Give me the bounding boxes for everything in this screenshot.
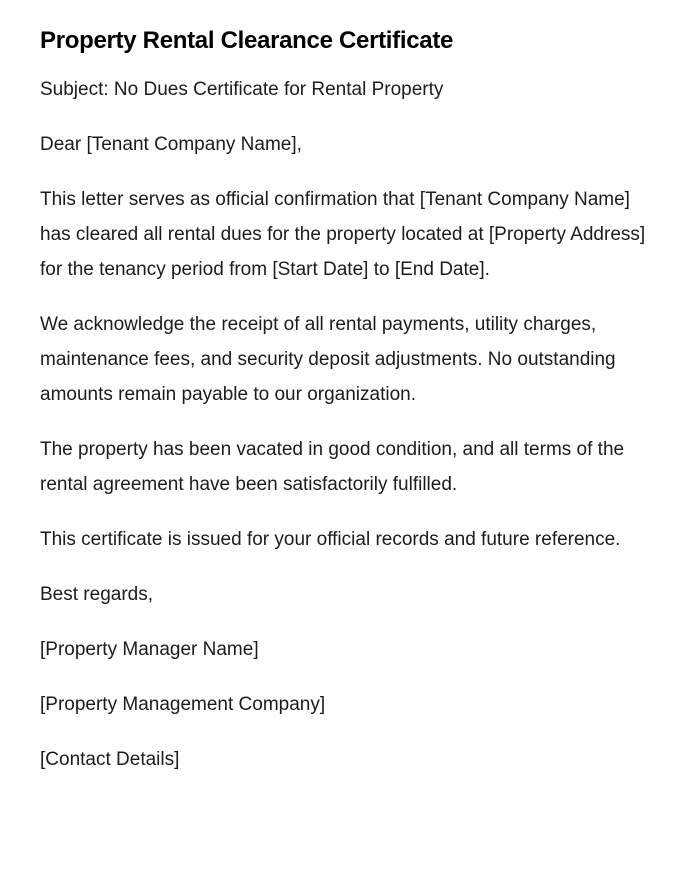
signature-contact: [Contact Details] xyxy=(40,749,180,770)
salutation: Dear [Tenant Company Name], xyxy=(40,134,302,155)
closing: Best regards, xyxy=(40,584,153,605)
body-paragraph-purpose: This certificate is issued for your official records and future reference. xyxy=(40,529,621,550)
body-paragraph-condition: The property has been vacated in good condition, and all terms of the rental agreement have been satisfactorily fulfilled. xyxy=(40,439,625,495)
subject-line: Subject: No Dues Certificate for Rental Property xyxy=(40,79,444,100)
body-paragraph-payments: We acknowledge the receipt of all rental payments, utility charges, maintenance fees, and security deposit adjustments. No outstanding amounts remain payable to our organization. xyxy=(40,314,616,405)
signature-company: [Property Management Company] xyxy=(40,694,326,715)
signature-name: [Property Manager Name] xyxy=(40,639,259,660)
body-paragraph-confirmation: This letter serves as official confirmation that [Tenant Company Name] has cleared all rental dues for the property located at [Property Address] for the tenancy period from [Start Date] to [End Date]. xyxy=(40,189,646,280)
document-title: Property Rental Clearance Certificate xyxy=(40,27,454,54)
